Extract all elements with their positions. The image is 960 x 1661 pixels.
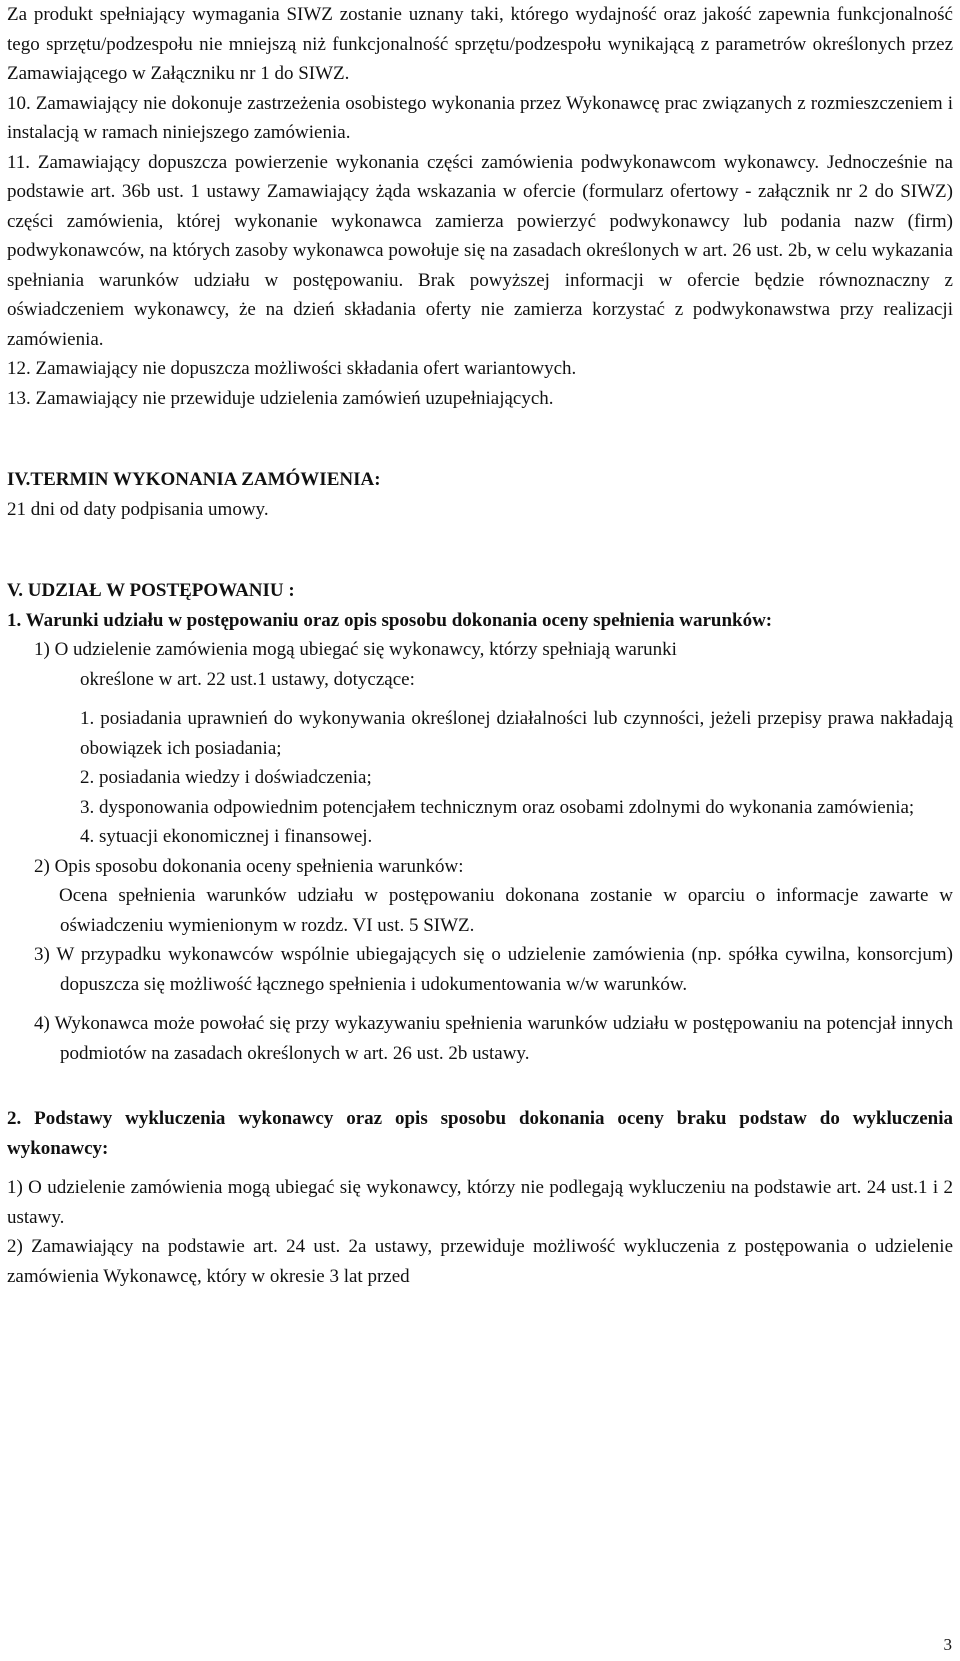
paragraph-12: 12. Zamawiający nie dopuszcza możliwości składania ofert wariantowych. xyxy=(7,358,577,379)
section-5-1-heading: 1. Warunki udziału w postępowaniu oraz opis sposobu dokonania oceny spełnienia warunków: xyxy=(7,609,773,631)
list-item: 3. dysponowania odpowiednim potencjałem technicznym oraz osobami zdolnymi do wykonania zamówienia; xyxy=(80,796,915,818)
list-item: 1. posiadania uprawnień do wykonywania określonej działalności lub czynności, jeżeli przepisy prawa nakładają obowiązek ich posiadania; xyxy=(80,708,953,759)
item-2-body: Ocena spełnienia warunków udziału w postępowaniu dokonana zostanie w oparciu o informacje zawarte w oświadczeniu wymienionym w rozdz. VI ust. 5 SIWZ. xyxy=(59,885,953,936)
item-1-continuation: określone w art. 22 ust.1 ustawy, dotyczące: xyxy=(80,668,415,690)
list-item: 2. posiadania wiedzy i doświadczenia; xyxy=(80,767,372,788)
item-3: 3) W przypadku wykonawców wspólnie ubiegających się o udzielenie zamówienia (np. spółka cywilna, konsorcjum) dopuszcza się możliwość łącznego spełnienia i udokumentowania w/w warunków. xyxy=(34,944,953,995)
section-5-2-heading: 2. Podstawy wykluczenia wykonawcy oraz opis sposobu dokonania oceny braku podstaw do wykluczenia wykonawcy: xyxy=(7,1108,953,1159)
document-page xyxy=(7,0,953,1661)
item-1-number: 1) xyxy=(34,639,50,660)
item-2: 2) Opis sposobu dokonania oceny spełnienia warunków: xyxy=(34,855,464,877)
paragraph-intro: Za produkt spełniający wymagania SIWZ zostanie uznany taki, którego wydajność oraz jakość zapewnia funkcjonalność tego sprzętu/podzespołu nie mniejszą niż funkcjonalność sprzętu/podzespołu wynikającą z parametrów określonych przez Zamawiającego w Załączniku nr 1 do SIWZ. xyxy=(7,4,953,84)
paragraph-11: 11. Zamawiający dopuszcza powierzenie wykonania części zamówienia podwykonawcom wykonawcy. Jednocześnie na podstawie art. 36b ust. 1 ustawy Zamawiający żąda wskazania w ofercie (formularz ofertowy - załącznik nr 2 do SIWZ) części zamówienia, której wykonanie wykonawca zamierza powierzyć podwykonawcy lub podania nazw (firm) podwykonawców, na których zasoby wykonawca powołuje się na zasadach określonych w art. 26 ust. 2b, w celu wykazania spełniania warunków udziału w postępowaniu. Brak powyższej informacji w ofercie będzie równoznaczny z oświadczeniem wykonawcy, że na dzień składania oferty nie zamierza korzystać z podwykonawstwa przy realizacji zamówienia. xyxy=(7,151,953,350)
section-5-2-item-1: 1) O udzielenie zamówienia mogą ubiegać się wykonawcy, którzy nie podlegają wykluczeniu na podstawie art. 24 ust.1 i 2 ustawy. xyxy=(7,1177,953,1228)
page-number: 3 xyxy=(943,1634,952,1654)
item-1 xyxy=(7,635,953,665)
section-4-heading: IV.TERMIN WYKONANIA ZAMÓWIENIA: xyxy=(7,469,381,490)
section-5-heading: V. UDZIAŁ W POSTĘPOWANIU : xyxy=(7,580,295,601)
item-1-text: O udzielenie zamówienia mogą ubiegać się wykonawcy, którzy spełniają warunki xyxy=(54,639,677,660)
list-item: 4. sytuacji ekonomicznej i finansowej. xyxy=(80,826,373,847)
item-4: 4) Wykonawca może powołać się przy wykazywaniu spełnienia warunków udziału w postępowaniu na potencjał innych podmiotów na zasadach określonych w art. 26 ust. 2b ustawy. xyxy=(34,1013,953,1064)
paragraph-10: 10. Zamawiający nie dokonuje zastrzeżenia osobistego wykonania przez Wykonawcę prac związanych z rozmieszczeniem i instalacją w ramach niniejszego zamówienia. xyxy=(7,92,953,143)
section-4-text: 21 dni od daty podpisania umowy. xyxy=(7,498,269,520)
section-5-2-item-2: 2) Zamawiający na podstawie art. 24 ust. 2a ustawy, przewiduje możliwość wykluczenia z postępowania o udzielenie zamówienia Wykonawcę, który w okresie 3 lat przed xyxy=(7,1236,953,1287)
paragraph-13: 13. Zamawiający nie przewiduje udzielenia zamówień uzupełniających. xyxy=(7,387,554,409)
